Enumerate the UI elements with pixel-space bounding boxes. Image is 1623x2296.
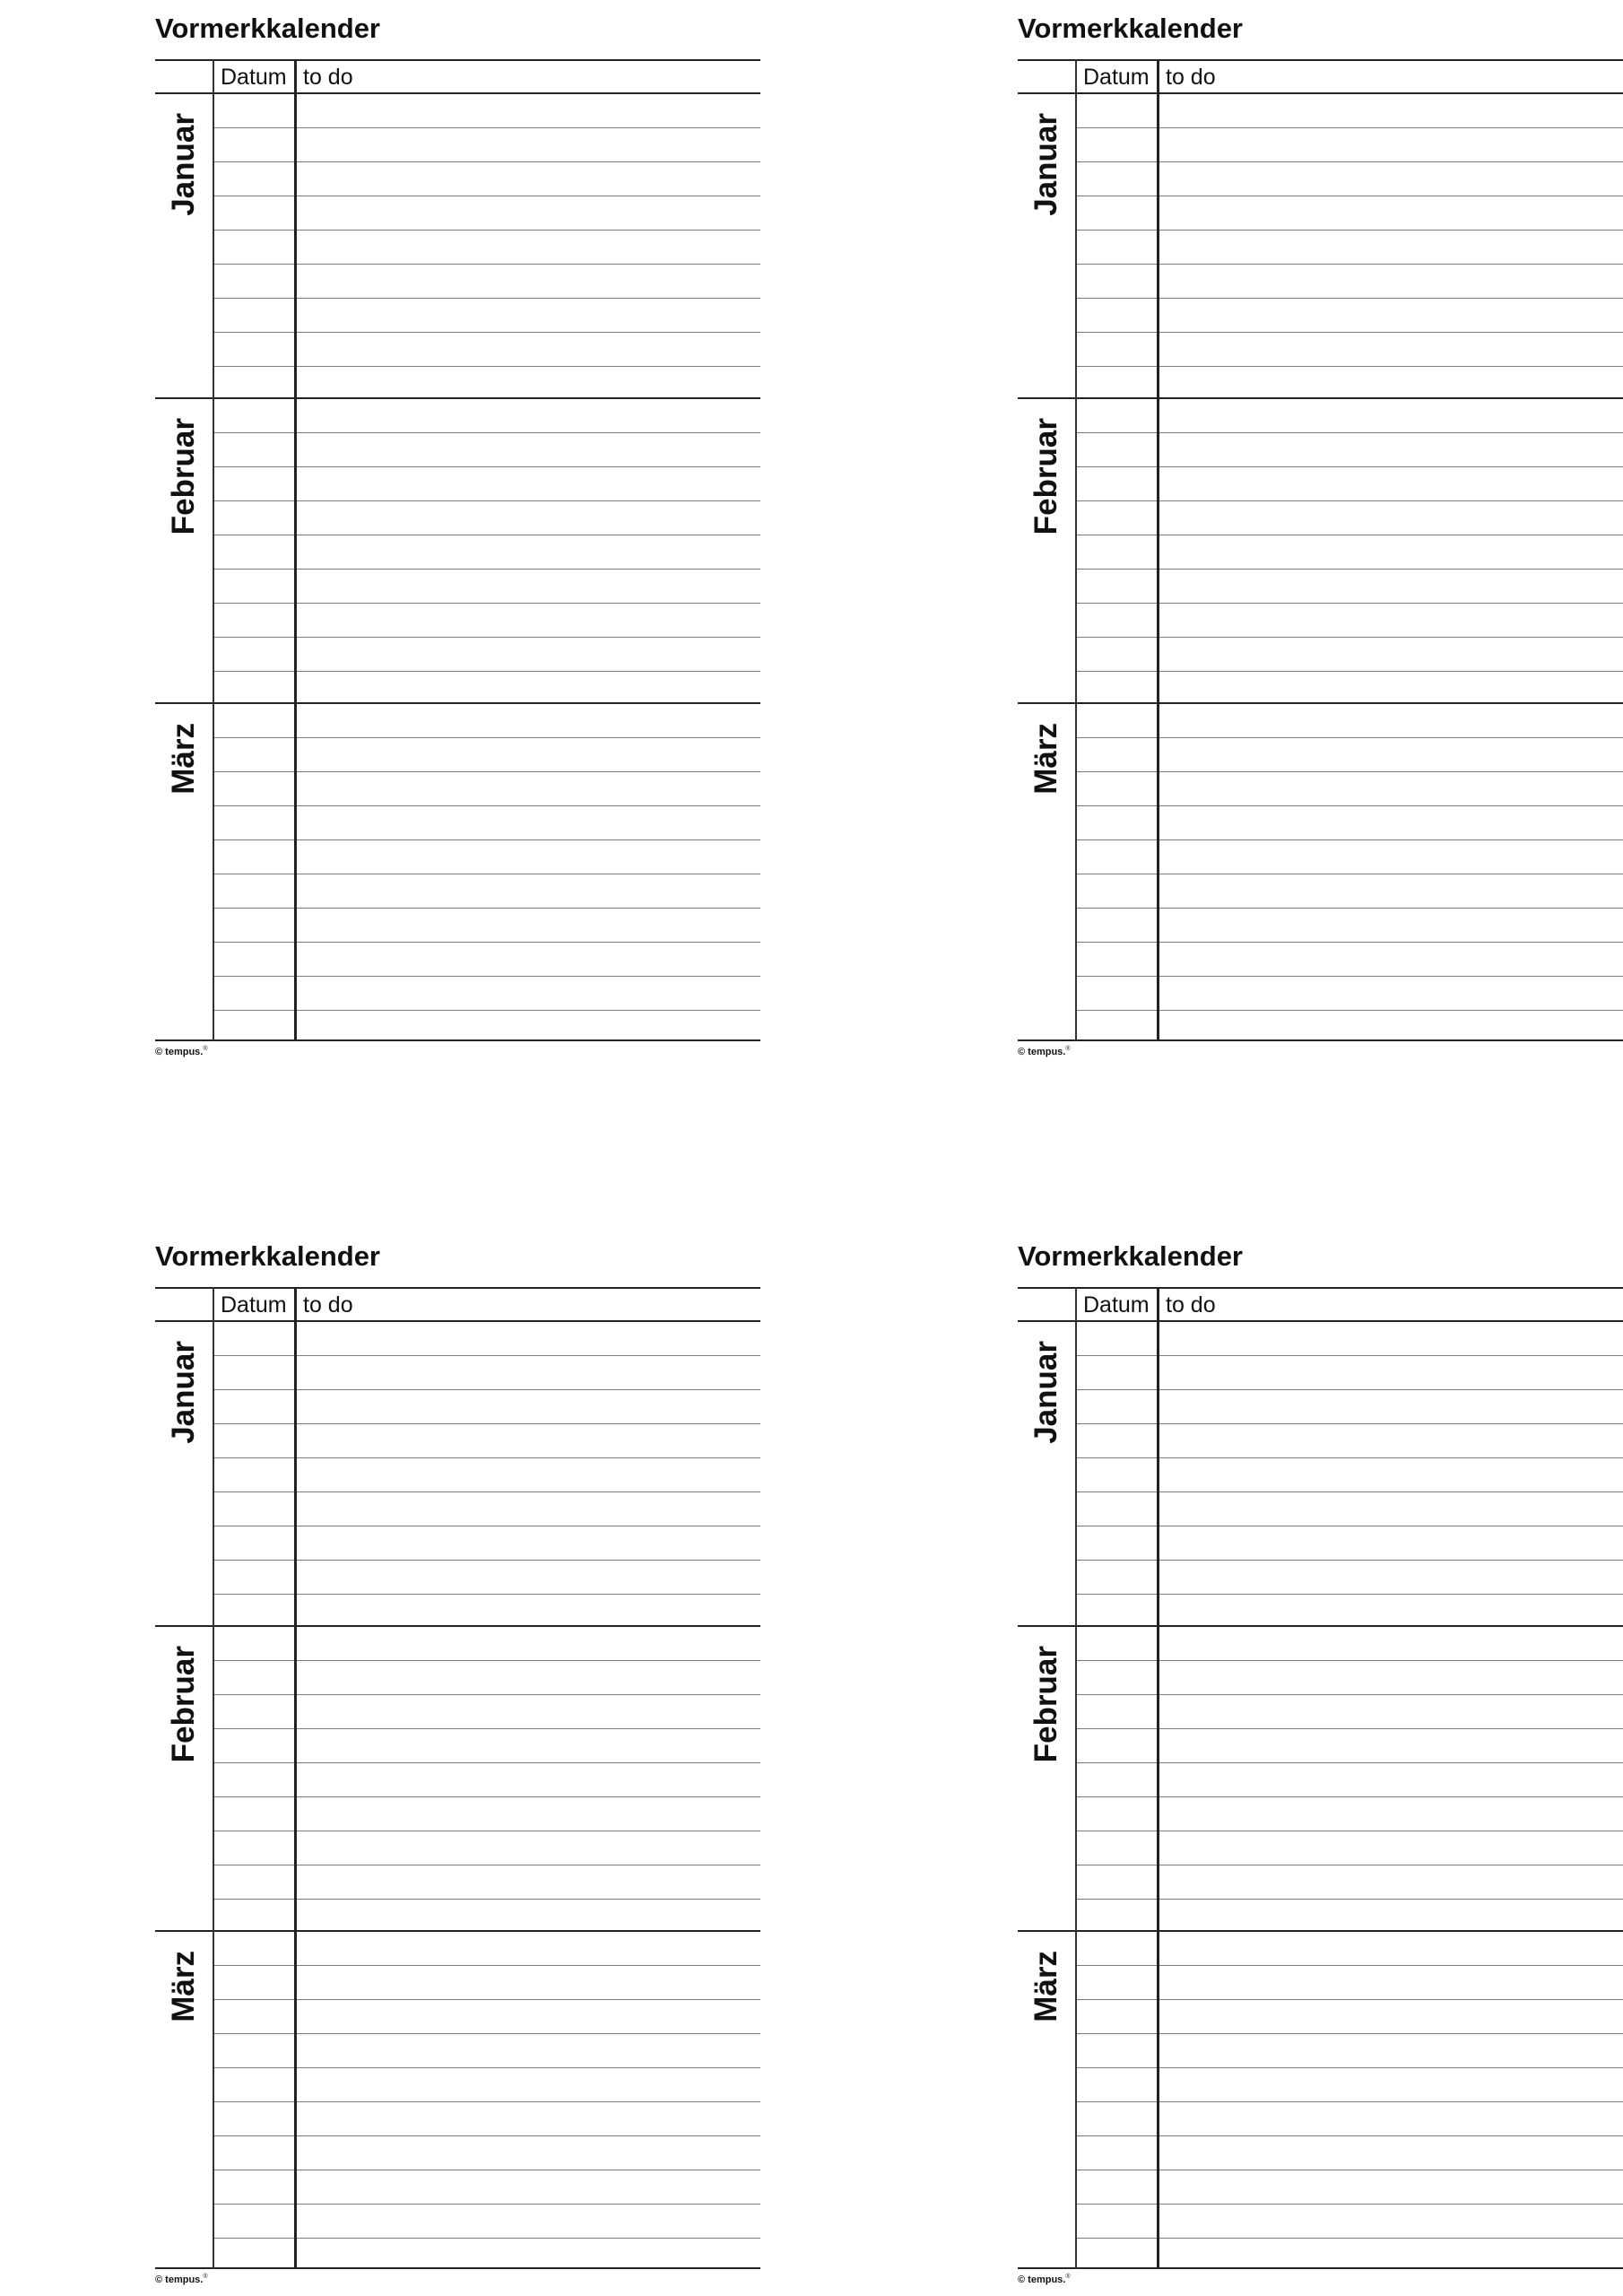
month-column-divider	[213, 59, 214, 1041]
todo-column-header: to do	[303, 65, 353, 90]
month-separator-rule	[1018, 702, 1623, 704]
month-column-divider	[1075, 1287, 1077, 2269]
month-label: März	[1028, 723, 1063, 795]
date-column-divider	[294, 59, 297, 1041]
date-column-divider	[1157, 59, 1159, 1041]
date-column-divider	[294, 1287, 297, 2269]
month-separator-rule	[155, 1930, 760, 1932]
month-label: Februar	[166, 1646, 201, 1763]
month-section	[1018, 1626, 1623, 1931]
month-section	[1018, 93, 1623, 398]
month-section	[155, 1321, 760, 1626]
month-section	[155, 1931, 760, 2269]
calendar-grid	[155, 59, 760, 1041]
date-column-divider	[1157, 1287, 1159, 2269]
month-label: Januar	[166, 113, 201, 216]
header-top-rule	[155, 59, 760, 61]
month-separator-rule	[1018, 92, 1623, 94]
month-label: März	[1028, 1951, 1063, 2022]
date-column-header: Datum	[1083, 65, 1150, 90]
panel-title: Vormerkkalender	[1018, 1240, 1243, 1272]
month-section	[1018, 1321, 1623, 1626]
month-section	[1018, 1931, 1623, 2269]
header-top-rule	[1018, 1287, 1623, 1289]
todo-column-header: to do	[1166, 1292, 1216, 1318]
month-section	[155, 93, 760, 398]
month-label: März	[166, 1951, 201, 2022]
month-label: März	[166, 723, 201, 795]
calendar-grid	[1018, 1287, 1623, 2269]
bottom-rule	[1018, 2267, 1623, 2269]
month-column-divider	[1075, 59, 1077, 1041]
calendar-grid	[155, 1287, 760, 2269]
month-separator-rule	[155, 1320, 760, 1322]
header-top-rule	[155, 1287, 760, 1289]
month-section	[155, 1626, 760, 1931]
todo-column-header: to do	[303, 1292, 353, 1318]
month-label: Januar	[1028, 1341, 1063, 1444]
bottom-rule	[155, 1039, 760, 1041]
month-label: Januar	[1028, 113, 1063, 216]
date-column-header: Datum	[221, 1292, 287, 1318]
month-separator-rule	[1018, 1930, 1623, 1932]
month-label: Februar	[1028, 1646, 1063, 1763]
month-column-divider	[213, 1287, 214, 2269]
month-section	[155, 703, 760, 1041]
month-label: Februar	[1028, 418, 1063, 535]
panel-title: Vormerkkalender	[1018, 13, 1243, 44]
date-column-header: Datum	[221, 65, 287, 90]
month-section	[1018, 703, 1623, 1041]
copyright-footer: © tempus.®	[155, 2274, 208, 2285]
month-label: Februar	[166, 418, 201, 535]
month-section	[1018, 398, 1623, 703]
month-separator-rule	[155, 1625, 760, 1627]
month-separator-rule	[1018, 1625, 1623, 1627]
copyright-footer: © tempus.®	[1018, 2274, 1071, 2285]
month-separator-rule	[1018, 397, 1623, 399]
copyright-footer: © tempus.®	[1018, 1046, 1071, 1057]
calendar-grid	[1018, 59, 1623, 1041]
bottom-rule	[155, 2267, 760, 2269]
panel-title: Vormerkkalender	[155, 1240, 380, 1272]
bottom-rule	[1018, 1039, 1623, 1041]
date-column-header: Datum	[1083, 1292, 1150, 1318]
month-separator-rule	[1018, 1320, 1623, 1322]
panel-title: Vormerkkalender	[155, 13, 380, 44]
month-separator-rule	[155, 702, 760, 704]
copyright-footer: © tempus.®	[155, 1046, 208, 1057]
month-label: Januar	[166, 1341, 201, 1444]
month-separator-rule	[155, 92, 760, 94]
month-section	[155, 398, 760, 703]
todo-column-header: to do	[1166, 65, 1216, 90]
header-top-rule	[1018, 59, 1623, 61]
month-separator-rule	[155, 397, 760, 399]
